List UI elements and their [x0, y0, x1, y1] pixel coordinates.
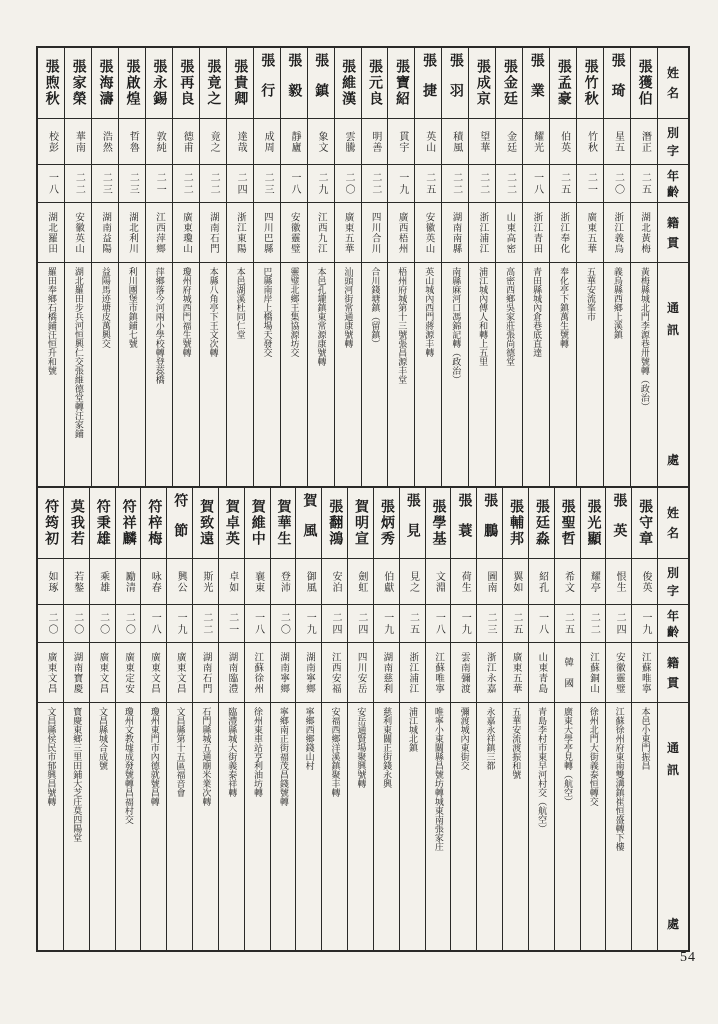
entry-native-place: 浙江浦江 — [469, 203, 495, 263]
entry-address: 浦江城內傅人和轉上五里 — [478, 267, 489, 366]
entry-native-place: 山東青島 — [529, 643, 554, 703]
directory-column — [38, 488, 63, 950]
entry-age: 二二 — [362, 165, 388, 203]
directory-column — [321, 488, 347, 950]
entry-age: 二五 — [503, 605, 528, 643]
header-age-label: 年 齡 — [658, 165, 688, 203]
entry-name: 賀風 — [296, 488, 321, 559]
directory-column — [522, 48, 549, 486]
entry-address: 利川團堡市鎮鋪七號 — [127, 267, 138, 348]
entry-name: 張維漢 — [335, 48, 361, 119]
entry-name: 張鎮 — [308, 48, 334, 119]
entry-name: 張家榮 — [65, 48, 91, 119]
entry-age: 二五 — [415, 165, 441, 203]
directory-column — [192, 488, 218, 950]
header-native-place-label: 籍 貫 — [658, 203, 688, 263]
entry-native-place: 安徽靈璧 — [281, 203, 307, 263]
header-address-label: 通 訊 處 — [666, 301, 679, 467]
directory-column — [630, 48, 657, 486]
directory-column — [253, 48, 280, 486]
entry-age: 二三 — [254, 165, 280, 203]
directory-column — [502, 488, 528, 950]
entry-age: 一九 — [167, 605, 192, 643]
entry-courtesy-name: 御風 — [296, 559, 321, 605]
entry-name: 張啟煌 — [119, 48, 145, 119]
entry-address: 巴縣南岸上橋場天發交 — [262, 267, 273, 357]
directory-column — [414, 48, 441, 486]
entry-courtesy-name: 伯英 — [550, 119, 576, 165]
entry-native-place: 廣東五華 — [335, 203, 361, 263]
entry-courtesy-name: 金廷 — [496, 119, 522, 165]
entry-courtesy-name: 雲騰 — [335, 119, 361, 165]
entry-courtesy-name: 耀亭 — [581, 559, 606, 605]
entry-age: 二一 — [219, 605, 244, 643]
entry-native-place: 廣東文昌 — [167, 643, 192, 703]
entry-courtesy-name: 象文 — [308, 119, 334, 165]
directory-column — [89, 488, 115, 950]
directory-column — [270, 488, 296, 950]
header-name-label: 姓 名 — [658, 488, 688, 559]
entry-native-place: 湖南寧鄉 — [296, 643, 321, 703]
entry-courtesy-name: 紹孔 — [529, 559, 554, 605]
entry-address: 本邑湖溪杜同仁堂 — [235, 267, 246, 339]
entry-courtesy-name: 浩然 — [92, 119, 118, 165]
directory-column — [334, 48, 361, 486]
entry-address: 益陽馬迹塘皮萬興交 — [100, 267, 111, 348]
entry-address: 合川錢塘鎮（留鎮） — [370, 267, 381, 348]
entry-native-place: 湖南寧鄉 — [271, 643, 296, 703]
entry-age: 二四 — [322, 605, 347, 643]
entry-address: 本縣八角亭下王文次轉 — [208, 267, 219, 357]
directory-column — [387, 48, 414, 486]
entry-name: 張孟豪 — [550, 48, 576, 119]
directory-column — [605, 488, 631, 950]
entry-courtesy-name: 竹秋 — [577, 119, 603, 165]
entry-courtesy-name: 敦純 — [146, 119, 172, 165]
entry-age: 一八 — [38, 165, 64, 203]
entry-name: 張金廷 — [496, 48, 522, 119]
entry-age: 二〇 — [90, 605, 115, 643]
entry-name: 張蓑 — [451, 488, 476, 559]
entry-courtesy-name: 若鏊 — [64, 559, 89, 605]
entry-native-place: 湖南益陽 — [92, 203, 118, 263]
entry-courtesy-name: 興公 — [167, 559, 192, 605]
entry-courtesy-name: 星五 — [604, 119, 630, 165]
entry-name: 張業 — [523, 48, 549, 119]
entry-name: 張鵬 — [477, 488, 502, 559]
entry-name: 賀卓英 — [219, 488, 244, 559]
entry-name: 符筠初 — [38, 488, 63, 559]
entry-age: 一八 — [529, 605, 554, 643]
entry-courtesy-name: 華南 — [65, 119, 91, 165]
entry-address: 瓊州文教墟成發號轉昌福村交 — [123, 707, 134, 824]
entry-name: 符梓梅 — [141, 488, 166, 559]
entry-name: 張捷 — [415, 48, 441, 119]
entry-native-place: 安徽英山 — [65, 203, 91, 263]
page-number: 54 — [680, 950, 696, 965]
entry-native-place: 四川巴縣 — [254, 203, 280, 263]
entry-native-place: 湖北羅田 — [38, 203, 64, 263]
entry-native-place: 江蘇徐州 — [245, 643, 270, 703]
entry-courtesy-name: 希文 — [555, 559, 580, 605]
entry-courtesy-name: 劍虹 — [348, 559, 373, 605]
entry-courtesy-name: 俊英 — [632, 559, 657, 605]
entry-address: 本邑孔壠鎮東常源康號轉 — [316, 267, 327, 366]
directory-column — [576, 48, 603, 486]
entry-address: 寧鄉西鄉錢山村 — [304, 707, 315, 770]
entry-native-place: 廣東五華 — [577, 203, 603, 263]
entry-address: 瓊州府城西門福生號轉 — [181, 267, 192, 357]
entry-native-place: 廣東定安 — [116, 643, 141, 703]
entry-native-place: 浙江青田 — [523, 203, 549, 263]
entry-native-place: 廣西梧州 — [388, 203, 414, 263]
entry-native-place: 浙江東陽 — [227, 203, 253, 263]
directory-column — [580, 488, 606, 950]
entry-courtesy-name: 安泊 — [322, 559, 347, 605]
entry-native-place: 廣東五華 — [503, 643, 528, 703]
entry-courtesy-name: 翼如 — [503, 559, 528, 605]
entry-name: 張成京 — [469, 48, 495, 119]
entry-courtesy-name: 咏春 — [141, 559, 166, 605]
entry-native-place: 廣東瓊山 — [173, 203, 199, 263]
directory-column — [166, 488, 192, 950]
entry-age: 二九 — [308, 165, 334, 203]
entry-native-place: 湖南南縣 — [442, 203, 468, 263]
entry-address: 江蘇徐州府東南雙溝鎮崔恒盛轉下樓 — [614, 707, 625, 851]
directory-column — [140, 488, 166, 950]
entry-native-place: 湖北黃梅 — [631, 203, 657, 263]
entry-address: 瓊州東門市內德就號昌轉 — [149, 707, 160, 806]
entry-address: 寧鄉南正街福茂昌錢號轉 — [278, 707, 289, 806]
entry-age: 二一 — [577, 165, 603, 203]
entry-address: 萍鄉落今河兩小學校轉登蕊橋 — [154, 267, 165, 384]
entry-address: 羅田奉鄉石橋鋪汪恒升和號 — [46, 267, 57, 375]
entry-native-place: 廣東文昌 — [38, 643, 63, 703]
entry-name: 張炳秀 — [374, 488, 399, 559]
directory-column — [307, 48, 334, 486]
entry-age: 二二 — [442, 165, 468, 203]
entry-name: 張獲伯 — [631, 48, 657, 119]
directory-column — [218, 488, 244, 950]
entry-native-place: 江蘇唯寧 — [426, 643, 451, 703]
entry-name: 符秉雄 — [90, 488, 115, 559]
entry-native-place: 浙江奉化 — [550, 203, 576, 263]
entry-name: 張寶紹 — [388, 48, 414, 119]
entry-courtesy-name: 貫宇 — [388, 119, 414, 165]
entry-age: 一八 — [426, 605, 451, 643]
entry-courtesy-name: 文淵 — [426, 559, 451, 605]
entry-address: 湖北羅田步兵河恒興仁交張維德堂轉汪家鋪 — [73, 267, 84, 438]
entry-age: 二四 — [227, 165, 253, 203]
entry-native-place: 江蘇銅山 — [581, 643, 606, 703]
directory-column — [631, 488, 657, 950]
header-address-label: 通 訊 處 — [666, 741, 679, 931]
directory-column — [554, 488, 580, 950]
entry-native-place: 湖北利川 — [119, 203, 145, 263]
directory-column — [347, 488, 373, 950]
entry-native-place: 湖南臨澧 — [219, 643, 244, 703]
entry-native-place: 浙江浦江 — [400, 643, 425, 703]
entry-native-place: 山東高密 — [496, 203, 522, 263]
entry-name: 張毅 — [281, 48, 307, 119]
entry-age: 二〇 — [604, 165, 630, 203]
entry-name: 張永錫 — [146, 48, 172, 119]
entry-name: 賀明宣 — [348, 488, 373, 559]
directory-column — [373, 488, 399, 950]
entry-native-place: 雲南彌渡 — [451, 643, 476, 703]
entry-name: 張竟之 — [200, 48, 226, 119]
entry-address: 五華安流渡振和號 — [511, 707, 522, 779]
directory-column — [64, 48, 91, 486]
entry-native-place: 湖南石門 — [200, 203, 226, 263]
entry-address: 安福西鄉洋溪鎮聚丰轉 — [330, 707, 341, 797]
entry-age: 二〇 — [335, 165, 361, 203]
entry-courtesy-name: 成周 — [254, 119, 280, 165]
directory-column — [450, 488, 476, 950]
entry-native-place: 湖南石門 — [193, 643, 218, 703]
entry-name: 張煦秋 — [38, 48, 64, 119]
entry-name: 張見 — [400, 488, 425, 559]
entry-courtesy-name: 登沛 — [271, 559, 296, 605]
entry-name: 符祥麟 — [116, 488, 141, 559]
entry-address: 唯寧小東關縣昌號坊轉城東南張家庄 — [433, 707, 444, 851]
entry-name: 張再良 — [173, 48, 199, 119]
entry-name: 張英 — [606, 488, 631, 559]
entry-courtesy-name: 斯光 — [193, 559, 218, 605]
entry-native-place: 廣東文昌 — [90, 643, 115, 703]
entry-address: 彌渡城內東街交 — [459, 707, 470, 770]
entry-name: 張海濤 — [92, 48, 118, 119]
directory-column — [38, 48, 64, 486]
entry-courtesy-name: 望華 — [469, 119, 495, 165]
directory-column — [280, 48, 307, 486]
directory-column — [63, 488, 89, 950]
entry-address: 青島李村市東早河村交（航空） — [537, 707, 548, 833]
entry-address: 文昌縣城合成號 — [98, 707, 109, 770]
entry-name: 張琦 — [604, 48, 630, 119]
entry-native-place: 安徽靈璧 — [606, 643, 631, 703]
entry-address: 黃梅縣城北門李源巷卅號轉（政治） — [639, 267, 650, 411]
entry-native-place: 江西萍鄉 — [146, 203, 172, 263]
entry-name: 張輔邦 — [503, 488, 528, 559]
header-age-label: 年 齡 — [658, 605, 688, 643]
entry-native-place: 浙江永嘉 — [477, 643, 502, 703]
entry-address: 寶慶東鄉三里田鋪大芝庄莫四陽堂 — [72, 707, 83, 842]
directory-column — [476, 488, 502, 950]
entry-age: 二二 — [173, 165, 199, 203]
entry-age: 二五 — [400, 605, 425, 643]
entry-courtesy-name: 明善 — [362, 119, 388, 165]
entry-address: 浦江城北鎮 — [407, 707, 418, 752]
entry-age: 二〇 — [116, 605, 141, 643]
directory-column — [528, 488, 554, 950]
directory-band-top — [38, 48, 688, 488]
header-native-place-label: 籍 貫 — [658, 643, 688, 703]
header-name-label: 姓 名 — [658, 48, 688, 119]
entry-age: 二〇 — [64, 605, 89, 643]
entry-courtesy-name: 圖南 — [477, 559, 502, 605]
entry-address: 英山城內西門蔣源丰轉 — [424, 267, 435, 357]
entry-age: 一八 — [141, 605, 166, 643]
entry-courtesy-name: 勵清 — [116, 559, 141, 605]
entry-courtesy-name: 如琢 — [38, 559, 63, 605]
directory-column — [441, 48, 468, 486]
entry-courtesy-name: 校彭 — [38, 119, 64, 165]
entry-address: 慈利東關正街錢永興 — [382, 707, 393, 788]
entry-native-place: 湖南慈利 — [374, 643, 399, 703]
entry-address: 義烏縣西鄉上溪鎮 — [612, 267, 623, 339]
entry-name: 賀維中 — [245, 488, 270, 559]
entry-address: 南縣麻河口馮錦記轉（政治） — [451, 267, 462, 384]
header-column — [657, 48, 688, 486]
header-column — [657, 488, 688, 950]
entry-address: 徐州東車站亨利油坊轉 — [253, 707, 264, 797]
entry-address: 石門縣城五通廟米業次轉 — [201, 707, 212, 806]
directory-column — [226, 48, 253, 486]
entry-address: 安岳通賢場聚興號轉 — [356, 707, 367, 788]
entry-address: 高密西鄉吳家莊張尚德堂 — [505, 267, 516, 366]
entry-address: 本邑小東門振昌 — [640, 707, 651, 770]
directory-column — [172, 48, 199, 486]
directory-column — [549, 48, 576, 486]
directory-column — [495, 48, 522, 486]
entry-native-place: 韓 國 — [555, 643, 580, 703]
entry-native-place: 浙江義烏 — [604, 203, 630, 263]
entry-name: 張聖哲 — [555, 488, 580, 559]
directory-column — [361, 48, 388, 486]
entry-address: 汕頭河街常通康號轉 — [343, 267, 354, 348]
entry-native-place: 江西安福 — [322, 643, 347, 703]
directory-column — [425, 488, 451, 950]
entry-courtesy-name: 哲魯 — [119, 119, 145, 165]
entry-address: 臨澧縣城大街義泰祥轉 — [227, 707, 238, 797]
entry-address: 梧州府城第十三號張昌源丰堂 — [397, 267, 408, 384]
entry-address: 青田縣城內倉巷底直達 — [532, 267, 543, 357]
header-courtesy-name-label: 別 字 — [658, 119, 688, 165]
entry-courtesy-name: 襄東 — [245, 559, 270, 605]
entry-age: 二〇 — [271, 605, 296, 643]
entry-name: 張竹秋 — [577, 48, 603, 119]
entry-courtesy-name: 英山 — [415, 119, 441, 165]
entry-age: 二四 — [606, 605, 631, 643]
directory-column — [199, 48, 226, 486]
entry-name: 張翻鴻 — [322, 488, 347, 559]
entry-name: 賀致遠 — [193, 488, 218, 559]
entry-native-place: 廣東文昌 — [141, 643, 166, 703]
entry-courtesy-name: 德甫 — [173, 119, 199, 165]
entry-native-place: 四川安岳 — [348, 643, 373, 703]
entry-courtesy-name: 荷生 — [451, 559, 476, 605]
entry-address: 靈璧北鄉王集協源坊交 — [289, 267, 300, 357]
entry-age: 二〇 — [38, 605, 63, 643]
entry-address: 廣東大學亭見轉（航空） — [562, 707, 573, 806]
entry-age: 一九 — [374, 605, 399, 643]
entry-age: 二二 — [581, 605, 606, 643]
directory-column — [468, 48, 495, 486]
entry-name: 張光顯 — [581, 488, 606, 559]
directory-column — [118, 48, 145, 486]
directory-band-bottom — [38, 488, 688, 950]
entry-courtesy-name: 達哉 — [227, 119, 253, 165]
entry-native-place: 江西九江 — [308, 203, 334, 263]
entry-age: 二五 — [555, 605, 580, 643]
header-courtesy-name-label: 別 字 — [658, 559, 688, 605]
entry-name: 張行 — [254, 48, 280, 119]
entry-age: 二三 — [119, 165, 145, 203]
entry-courtesy-name: 見之 — [400, 559, 425, 605]
entry-native-place: 湖南寶慶 — [64, 643, 89, 703]
entry-age: 一九 — [388, 165, 414, 203]
entry-address: 徐州北門大街義泰恒轉交 — [588, 707, 599, 806]
entry-native-place: 江蘇唯寧 — [632, 643, 657, 703]
directory-column — [91, 48, 118, 486]
entry-name: 符節 — [167, 488, 192, 559]
directory-column — [244, 488, 270, 950]
entry-age: 二二 — [193, 605, 218, 643]
entry-native-place: 四川合川 — [362, 203, 388, 263]
directory-table — [36, 46, 690, 952]
entry-age: 二二 — [496, 165, 522, 203]
entry-age: 一八 — [245, 605, 270, 643]
entry-address: 奉化亭下鎮萬生號轉 — [559, 267, 570, 348]
entry-name: 張學基 — [426, 488, 451, 559]
directory-column — [603, 48, 630, 486]
entry-age: 二三 — [477, 605, 502, 643]
entry-age: 二一 — [146, 165, 172, 203]
entry-name: 張貴卿 — [227, 48, 253, 119]
entry-courtesy-name: 伯獻 — [374, 559, 399, 605]
entry-age: 二五 — [631, 165, 657, 203]
entry-name: 張羽 — [442, 48, 468, 119]
entry-courtesy-name: 耀光 — [523, 119, 549, 165]
directory-column — [115, 488, 141, 950]
entry-age: 二二 — [469, 165, 495, 203]
entry-name: 張元良 — [362, 48, 388, 119]
entry-native-place: 安徽英山 — [415, 203, 441, 263]
entry-courtesy-name: 卓如 — [219, 559, 244, 605]
entry-courtesy-name: 乘雄 — [90, 559, 115, 605]
entry-courtesy-name: 恨生 — [606, 559, 631, 605]
directory-column — [145, 48, 172, 486]
entry-age: 一九 — [451, 605, 476, 643]
entry-age: 一九 — [632, 605, 657, 643]
entry-name: 莫我若 — [64, 488, 89, 559]
entry-name: 張廷淼 — [529, 488, 554, 559]
entry-age: 二四 — [348, 605, 373, 643]
directory-column — [399, 488, 425, 950]
entry-courtesy-name: 潛正 — [631, 119, 657, 165]
entry-courtesy-name: 靜廬 — [281, 119, 307, 165]
entry-age: 二二 — [200, 165, 226, 203]
entry-age: 一八 — [281, 165, 307, 203]
directory-column — [295, 488, 321, 950]
entry-address: 永嘉永祥鎮三都 — [485, 707, 496, 770]
entry-age: 二三 — [92, 165, 118, 203]
entry-address: 文昌縣第十五區福音會 — [175, 707, 186, 797]
entry-age: 一八 — [523, 165, 549, 203]
entry-name: 張守章 — [632, 488, 657, 559]
entry-courtesy-name: 積風 — [442, 119, 468, 165]
entry-age: 二五 — [550, 165, 576, 203]
entry-age: 一九 — [296, 605, 321, 643]
entry-age: 二二 — [65, 165, 91, 203]
entry-address: 文昌縣侯民市郁興昌號轉 — [46, 707, 57, 806]
entry-address: 五華安流峯市 — [585, 267, 596, 321]
entry-courtesy-name: 竟之 — [200, 119, 226, 165]
entry-name: 賀華生 — [271, 488, 296, 559]
